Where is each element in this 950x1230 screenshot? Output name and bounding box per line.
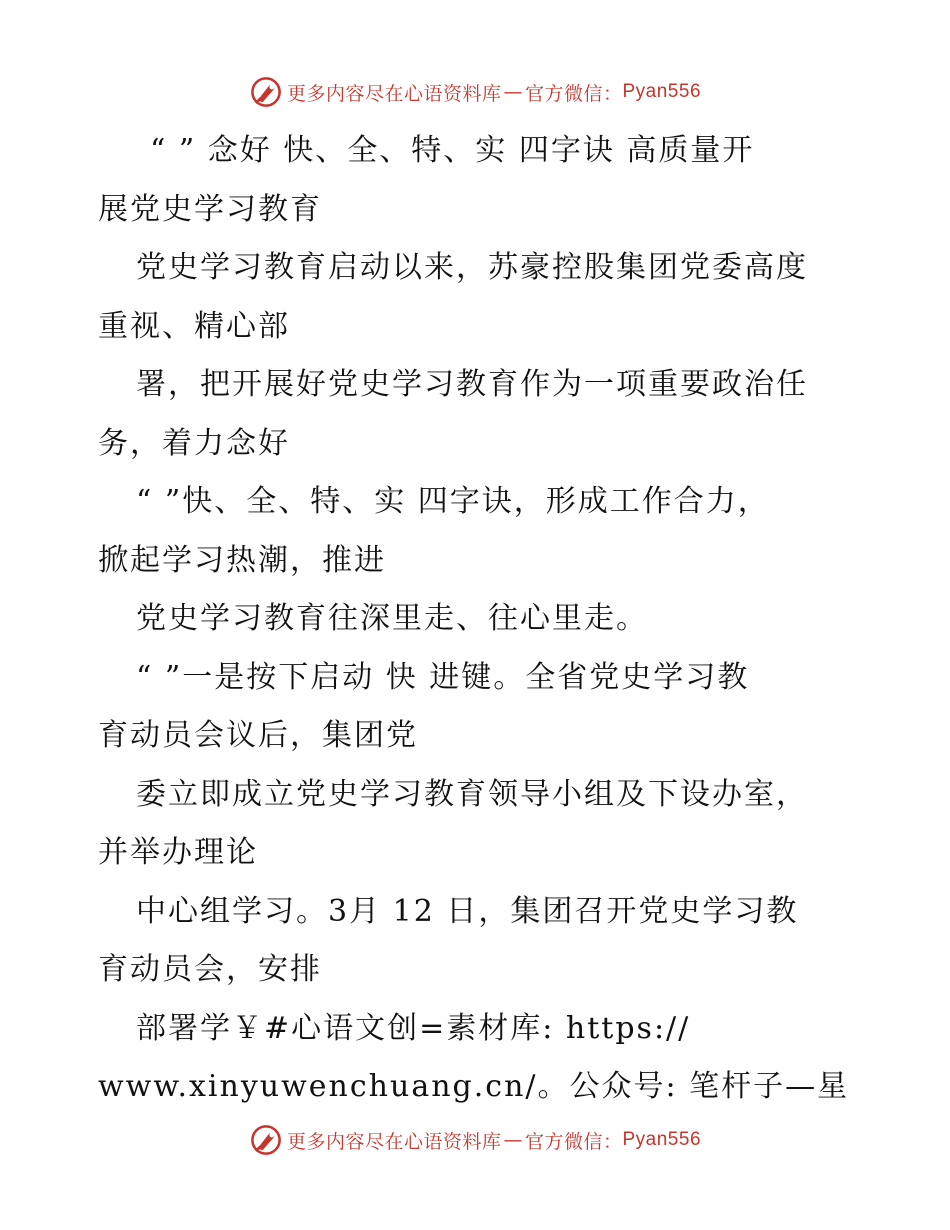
- paragraph-line: 育动员会，安排: [98, 952, 322, 987]
- footer-text: 更多内容尽在心语资料库: [286, 1130, 502, 1153]
- title-line-1: “ ” 念好 快、全、特、实 四字诀 高质量开: [150, 133, 755, 168]
- paragraph-line: 务，着力念好: [98, 425, 290, 461]
- header-text: 更多内容尽在心语资料库: [286, 82, 502, 105]
- paragraph-line: 掀起学习热潮，推进: [98, 542, 386, 578]
- footer-banner: [0, 1120, 950, 1160]
- paragraph-line: 育动员会议后，集团党: [98, 718, 418, 753]
- footer-dash: —: [503, 1129, 523, 1151]
- header-banner: [0, 72, 950, 112]
- paragraph-line: “ ”一是按下启动 快 进键。全省党史学习教: [136, 659, 750, 695]
- document-body: [98, 122, 858, 1117]
- paragraph-line: 部署学￥#心语文创=素材库: https://: [136, 1010, 691, 1046]
- paragraph-line: 中心组学习。3月 12 日，集团召开党史学习教: [136, 893, 799, 929]
- paragraph-line: “ ”快、全、特、实 四字诀，形成工作合力，: [136, 484, 770, 519]
- header-dash: —: [503, 81, 523, 103]
- paragraph-line: 署，把开展好党史学习教育作为一项重要政治任: [136, 367, 808, 402]
- paragraph-line: 党史学习教育启动以来，苏豪控股集团党委高度: [136, 250, 808, 285]
- paragraph-line: 党史学习教育往深里走、往心里走。: [136, 601, 648, 636]
- paragraph-line: 重视、精心部: [98, 308, 290, 344]
- pen-nib-logo-icon: [249, 1123, 283, 1157]
- header-wechat-label: 官方微信：: [524, 82, 623, 105]
- paragraph-line: www.xinyuwenchuang.cn/。公众号: 笔杆子—星: [98, 1069, 850, 1104]
- footer-wechat-label: 官方微信：: [524, 1130, 623, 1153]
- header-wechat-handle: Pyan556: [622, 81, 702, 102]
- paragraph-line: 并举办理论: [98, 835, 258, 870]
- paragraph-line: 委立即成立党史学习教育领导小组及下设办室，: [136, 776, 808, 812]
- footer-wechat-handle: Pyan556: [622, 1129, 702, 1150]
- title-line-2: 展党史学习教育: [98, 191, 322, 227]
- pen-nib-logo-icon: [249, 75, 283, 109]
